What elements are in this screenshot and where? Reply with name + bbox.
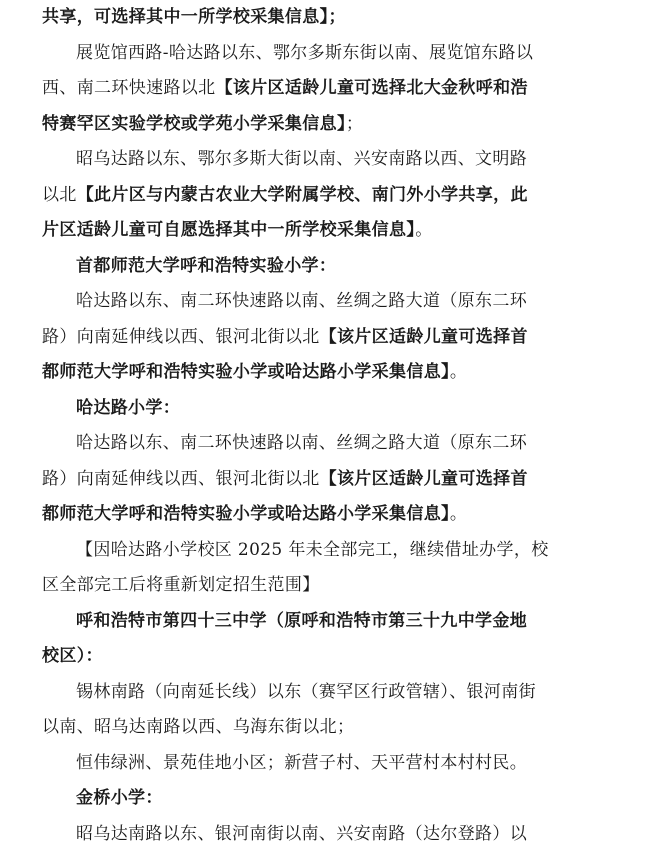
- document-page: [42, 0, 642, 852]
- text-segment: 展览馆西路-哈达路以东、鄂尔多斯东街以南、展览馆东路以: [76, 43, 533, 63]
- bold-text-segment: 【该片区适龄儿童可选择首: [320, 469, 528, 489]
- text-segment: 哈达路以东、南二环快速路以南、丝绸之路大道（原东二环: [76, 433, 527, 453]
- text-line: [42, 142, 642, 178]
- text-line: [42, 178, 642, 214]
- text-segment: 昭乌达路以东、鄂尔多斯大街以南、兴安南路以西、文明路: [76, 149, 527, 169]
- text-line: [42, 568, 642, 604]
- text-line: [42, 533, 642, 569]
- text-line: [42, 249, 642, 285]
- text-segment: 哈达路以东、南二环快速路以南、丝绸之路大道（原东二环: [76, 291, 527, 311]
- text-line: [42, 213, 642, 249]
- text-segment: 西、南二环快速路以北: [42, 78, 216, 98]
- text-segment: 昭乌达南路以东、银河南街以南、兴安南路（达尔登路）以: [76, 824, 527, 844]
- text-line: [42, 675, 642, 711]
- text-segment: ；: [346, 114, 363, 134]
- text-line: [42, 497, 642, 533]
- text-line: [42, 391, 642, 427]
- text-line: [42, 604, 642, 640]
- bold-text-segment: 哈达路小学：: [76, 398, 180, 418]
- bold-text-segment: 【该片区适龄儿童可选择首: [320, 327, 528, 347]
- text-line: [42, 107, 642, 143]
- text-segment: 以南、昭乌达南路以西、乌海东街以北；: [42, 717, 354, 737]
- text-segment: 。: [450, 504, 467, 524]
- text-segment: 锡林南路（向南延长线）以东（赛罕区行政管辖）、银河南街: [76, 682, 536, 702]
- bold-text-segment: 【此片区与内蒙古农业大学附属学校、南门外小学共享，此: [77, 185, 528, 205]
- text-segment: 以北: [42, 185, 77, 205]
- bold-text-segment: 共享，可选择其中一所学校采集信息】；: [42, 7, 346, 27]
- text-line: [42, 320, 642, 356]
- text-line: [42, 710, 642, 746]
- text-line: [42, 639, 642, 675]
- text-line: [42, 462, 642, 498]
- text-segment: 路）向南延伸线以西、银河北街以北: [42, 469, 320, 489]
- bold-text-segment: 【该片区适龄儿童可选择北大金秋呼和浩: [216, 78, 528, 98]
- text-line: [42, 284, 642, 320]
- text-segment: 路）向南延伸线以西、银河北街以北: [42, 327, 320, 347]
- text-segment: 区全部完工后将重新划定招生范围】: [42, 575, 320, 595]
- bold-text-segment: 首都师范大学呼和浩特实验小学：: [76, 256, 336, 276]
- text-line: [42, 36, 642, 72]
- text-line: [42, 781, 642, 817]
- text-line: [42, 0, 642, 36]
- text-segment: 【因哈达路小学校区 2025 年未全部完工，继续借址办学，校: [76, 540, 549, 560]
- bold-text-segment: 校区）：: [42, 646, 103, 666]
- bold-text-segment: 特赛罕区实验学校或学苑小学采集信息】: [42, 114, 346, 134]
- text-line: [42, 71, 642, 107]
- bold-text-segment: 都师范大学呼和浩特实验小学或哈达路小学采集信息】: [42, 504, 450, 524]
- text-line: [42, 746, 642, 782]
- bold-text-segment: 呼和浩特市第四十三中学（原呼和浩特市第三十九中学金地: [76, 611, 527, 631]
- text-segment: 恒伟绿洲、景苑佳地小区；新营子村、天平营村本村村民。: [76, 753, 527, 773]
- bold-text-segment: 都师范大学呼和浩特实验小学或哈达路小学采集信息】: [42, 362, 450, 382]
- text-line: [42, 817, 642, 852]
- text-line: [42, 426, 642, 462]
- text-segment: 。: [415, 220, 432, 240]
- text-segment: 。: [450, 362, 467, 382]
- bold-text-segment: 片区适龄儿童可自愿选择其中一所学校采集信息】: [42, 220, 415, 240]
- bold-text-segment: 金桥小学：: [76, 788, 163, 808]
- text-line: [42, 355, 642, 391]
